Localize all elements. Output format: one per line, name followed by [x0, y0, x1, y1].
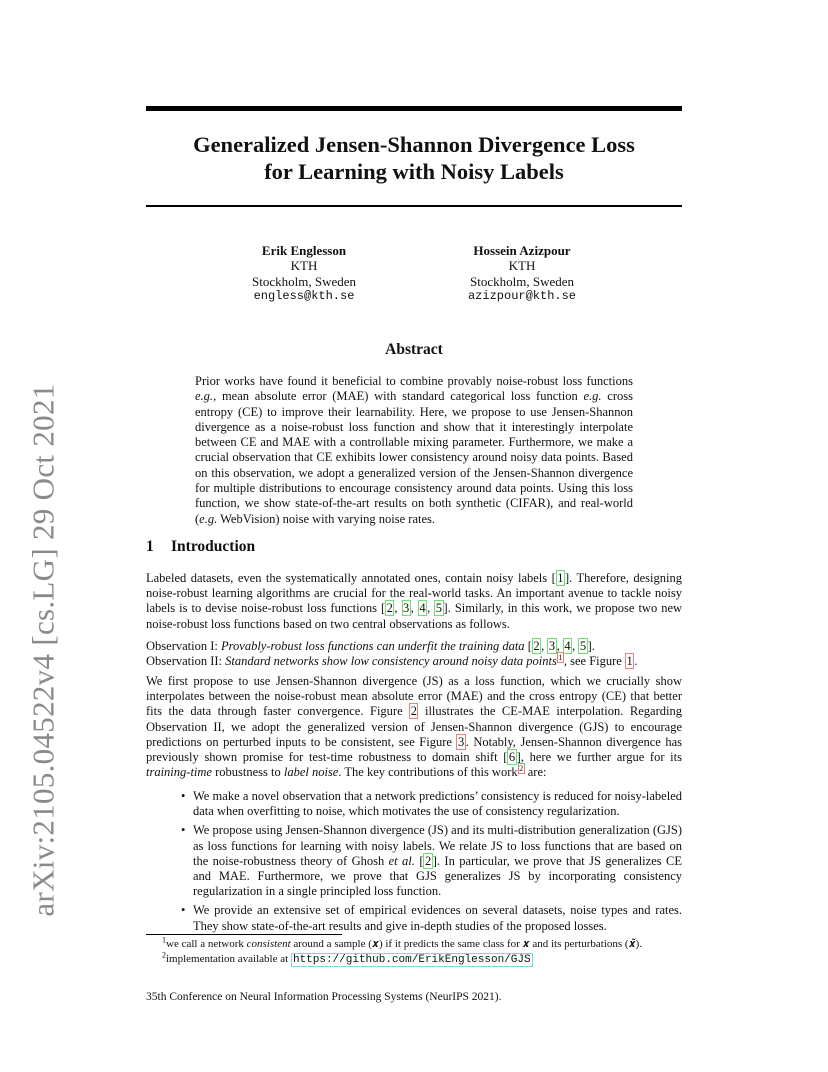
footnote-rule [146, 934, 342, 935]
paper-title [146, 131, 682, 185]
citation-link[interactable]: 3 [548, 639, 556, 653]
citation-link[interactable]: 5 [435, 601, 443, 616]
observation-1: Observation I: Provably-robust loss functions can underfit the training data [ 2 , 3 , 4 , 5 ]. [146, 639, 595, 653]
author-location: Stockholm, Sweden [252, 273, 356, 289]
citation-link[interactable]: 3 [403, 601, 410, 616]
title-top-rule [146, 106, 682, 111]
footnote-1: $^1$we call a network consistent around a sample (𝒙) if it predicts the same class for 𝒙 and its perturbations (𝒙̃). [162, 935, 643, 950]
author-location: Stockholm, Sweden [470, 273, 574, 289]
citation-link[interactable]: 5 [579, 639, 587, 653]
bullet-icon: • [181, 903, 186, 918]
arxiv-id: arXiv:2105.04522v4 [cs.LG] 29 Oct 2021 [26, 383, 61, 917]
bullet-icon: • [181, 823, 186, 838]
citation-link[interactable]: 4 [419, 601, 426, 616]
list-item: • We make a novel observation that a network predictions’ consistency is reduced for noisy-labeled data when overfitting to noise, which motivates the use of consistency regularization. [181, 789, 682, 819]
citation-link[interactable]: 2 [424, 853, 432, 868]
footnote-link[interactable]: 1 [558, 653, 563, 663]
author-affiliation: KTH [290, 258, 318, 274]
section-title: Introduction [171, 538, 256, 555]
author-affiliation: KTH [508, 258, 536, 274]
section-heading [146, 538, 255, 556]
section-number: 1 [146, 538, 154, 555]
author-name: Erik Englesson [261, 243, 347, 258]
author-name: Hossein Azizpour [473, 243, 571, 258]
figure-link[interactable]: 3 [457, 734, 465, 749]
conference-footer: 35th Conference on Neural Information Processing Systems (NeurIPS 2021). [146, 991, 502, 1003]
list-item: • We provide an extensive set of empirical evidences on several datasets, noise types and rates. They show state-of-the-art results and give in-depth studies of the proposed losses. [181, 903, 682, 933]
list-item: • We propose using Jensen-Shannon divergence (JS) and its multi-distribution generalization (GJS) as loss functions for learning with noisy labels. We relate JS to loss functions that are based on the noise-robustness theory of Ghosh et al. [ 2 ]. In particular, we prove that JS generalizes CE and MAE. Furthermore, we prove that GJS generalizes JS by incorporating consistency regularization in a single principled loss function. [181, 823, 682, 899]
citation-link[interactable]: 1 [557, 571, 564, 585]
abstract-heading: Abstract [385, 341, 443, 358]
figure-link[interactable]: 1 [626, 654, 633, 669]
figure-link[interactable]: 2 [410, 704, 417, 719]
citation-link[interactable]: 6 [508, 750, 516, 765]
author-2 [422, 243, 622, 305]
citation-link[interactable]: 4 [564, 639, 571, 653]
contributions-list [146, 789, 682, 938]
bullet-icon: • [181, 789, 186, 803]
citation-link[interactable]: 2 [386, 601, 393, 616]
footnote-2: $^2$implementation available at https://github.com/ErikEnglesson/GJS [162, 949, 531, 966]
github-url-link[interactable]: https://github.com/ErikEnglesson/GJS [292, 953, 531, 966]
title-bottom-rule [146, 205, 682, 207]
title-line-2: for Learning with Noisy Labels [264, 159, 564, 184]
author-email[interactable]: azizpour@kth.se [467, 289, 577, 304]
title-line-1: Generalized Jensen-Shannon Divergence Loss [193, 132, 635, 157]
intro-paragraph-1: Labeled datasets, even the systematically annotated ones, contain noisy labels [ 1 ]. Therefore, designing noise-robust learning algorithms are crucial for the real-world tasks. An important avenue to tackle noisy labels is to devise noise-robust loss functions [ 2 , 3 , 4 , 5 ]. Similarly, in this work, we propose two new noise-robust loss functions based on two central observations as follows. [146, 571, 683, 631]
footnote-link[interactable]: 2 [519, 764, 524, 774]
author-block [146, 243, 682, 313]
arxiv-stamp [14, 300, 74, 1000]
citation-link[interactable]: 2 [533, 639, 540, 653]
author-email[interactable]: engless@kth.se [253, 289, 355, 304]
intro-paragraph-3: We first propose to use Jensen-Shannon divergence (JS) as a loss function, which we crucially show interpolates between the noise-robust mean absolute error (MAE) and the cross entropy (CE) that better fits the data through faster convergence. Figure 2 illustrates the CE-MAE interpolation. Regarding Observation II, we adopt the generalized version of Jensen-Shannon divergence (GJS) to encourage predictions on perturbed inputs to be consistent, see Figure 3 . Notably, Jensen-Shannon divergence has previously shown promise for test-time robustness to domain shift [ 6 ], here we further argue for its training-time robustness to label noise. The key contributions of this work $^2$ are: [146, 674, 683, 780]
author-1 [204, 243, 404, 305]
observations [146, 639, 682, 669]
observation-2: Observation II: Standard networks show low consistency around noisy data points $^1$ , see Figure 1 . [146, 653, 638, 669]
footnotes [162, 937, 686, 967]
abstract-text: Prior works have found it beneficial to combine provably noise-robust loss functions e.g., mean absolute error (MAE) with standard categorical loss function e.g. cross entropy (CE) to improve their learnability. Here, we propose to use Jensen-Shannon divergence as a noise-robust loss function and show that it interestingly interpolate between CE and MAE with a controllable mixing parameter. Furthermore, we make a crucial observation that CE exhibits lower consistency around noisy data points. Based on this observation, we adopt a generalized version of the Jensen-Shannon divergence for multiple distributions to encourage consistency around data points. Using this loss function, we show state-of-the-art results on both synthetic (CIFAR), and real-world (e.g. WebVision) noise with varying noise rates. [195, 374, 633, 526]
